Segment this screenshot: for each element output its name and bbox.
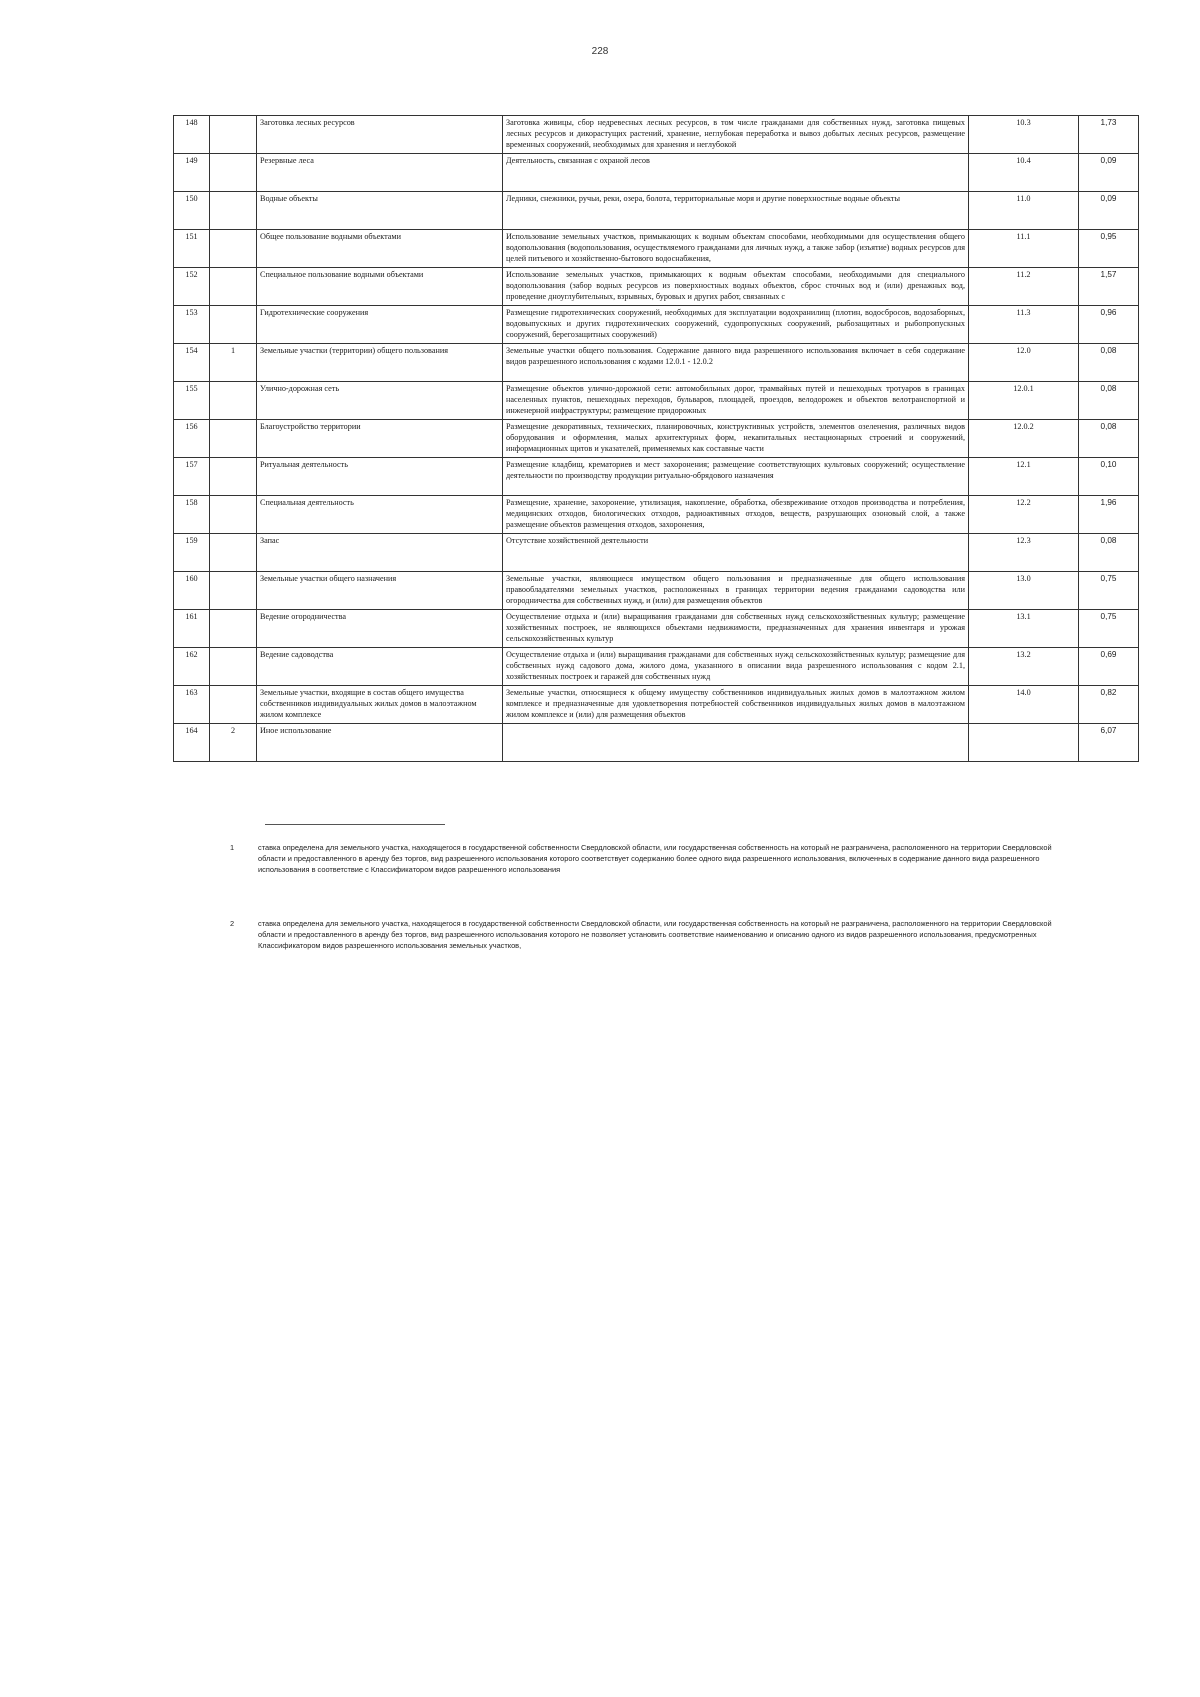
row-number-cell: 150 <box>174 192 210 230</box>
description-text: Размещение гидротехнических сооружений, необходимых для эксплуатации водохранилищ (плотин, водосбросов, водозаборных, водовыпускных и других гидротехнических сооружений, судопропускных сооружений, рыбозащитных и рыбопропускных сооружений, берегозащитных сооружений) <box>506 308 965 339</box>
description-text: Деятельность, связанная с охраной лесов <box>506 156 650 165</box>
row-number-cell: 154 <box>174 344 210 382</box>
footnote-ref-cell <box>210 572 257 610</box>
use-code-cell: 12.0.1 <box>969 382 1079 420</box>
description-text: Ледники, снежники, ручьи, реки, озера, болота, территориальные моря и другие поверхностные водные объекты <box>506 194 900 203</box>
table-row <box>174 116 1139 154</box>
row-number-cell: 163 <box>174 686 210 724</box>
use-description-cell <box>503 724 969 762</box>
row-number-cell: 153 <box>174 306 210 344</box>
use-name-cell: Заготовка лесных ресурсов <box>257 116 503 154</box>
use-name-cell: Земельные участки общего назначения <box>257 572 503 610</box>
rate-cell: 6,07 <box>1079 724 1139 762</box>
row-number-cell: 164 <box>174 724 210 762</box>
table-row <box>174 686 1139 724</box>
use-name-cell: Иное использование <box>257 724 503 762</box>
table-row <box>174 344 1139 382</box>
table-row <box>174 192 1139 230</box>
use-code-cell: 13.1 <box>969 610 1079 648</box>
table-row <box>174 382 1139 420</box>
page-number: 228 <box>591 46 609 57</box>
use-name-cell: Общее пользование водными объектами <box>257 230 503 268</box>
rate-cell: 1,73 <box>1079 116 1139 154</box>
table-row <box>174 268 1139 306</box>
rate-cell: 0,95 <box>1079 230 1139 268</box>
use-description-cell <box>503 192 969 230</box>
row-number-cell: 159 <box>174 534 210 572</box>
use-name-cell: Благоустройство территории <box>257 420 503 458</box>
use-description-cell <box>503 268 969 306</box>
use-name-cell: Улично-дорожная сеть <box>257 382 503 420</box>
row-number-cell: 162 <box>174 648 210 686</box>
use-description-cell <box>503 534 969 572</box>
use-description-cell <box>503 572 969 610</box>
rate-cell: 0,08 <box>1079 344 1139 382</box>
use-code-cell: 12.2 <box>969 496 1079 534</box>
use-description-cell <box>503 686 969 724</box>
row-number-cell: 157 <box>174 458 210 496</box>
use-description-cell <box>503 496 969 534</box>
rate-cell: 0,08 <box>1079 382 1139 420</box>
use-name-cell: Водные объекты <box>257 192 503 230</box>
footnote-ref-cell <box>210 268 257 306</box>
table-row <box>174 534 1139 572</box>
footnote-mark: 1 <box>230 843 235 852</box>
table-row <box>174 420 1139 458</box>
table-body <box>174 116 1139 762</box>
row-number-cell: 156 <box>174 420 210 458</box>
description-text: Заготовка живицы, сбор недревесных лесных ресурсов, в том числе гражданами для собственных нужд, заготовка пищевых лесных ресурсов и дикорастущих растений, хранение, неглубокая переработка и вывоз добытых лесных ресурсов, размещение временных сооружений, необходимых для хранения и неглубокой <box>506 118 965 149</box>
table-row <box>174 572 1139 610</box>
use-name-cell: Ведение садоводства <box>257 648 503 686</box>
use-code-cell <box>969 724 1079 762</box>
use-description-cell <box>503 116 969 154</box>
footnote-ref-cell <box>210 458 257 496</box>
use-name-cell: Специальное пользование водными объектами <box>257 268 503 306</box>
table-row <box>174 230 1139 268</box>
rate-cell: 0,69 <box>1079 648 1139 686</box>
footnote-ref-cell <box>210 306 257 344</box>
table-row <box>174 458 1139 496</box>
footnote-ref-cell: 1 <box>210 344 257 382</box>
use-description-cell <box>503 382 969 420</box>
use-description-cell <box>503 344 969 382</box>
rate-cell: 0,08 <box>1079 534 1139 572</box>
land-use-rates-table <box>173 115 1139 762</box>
use-description-cell <box>503 154 969 192</box>
use-description-cell <box>503 230 969 268</box>
footnote-ref-cell <box>210 230 257 268</box>
use-code-cell: 14.0 <box>969 686 1079 724</box>
table-row <box>174 648 1139 686</box>
footnote-ref-cell: 2 <box>210 724 257 762</box>
use-name-cell: Ритуальная деятельность <box>257 458 503 496</box>
description-text: Использование земельных участков, примыкающих к водным объектам способами, необходимыми для осуществления общего водопользования (водопользования, осуществляемого гражданами для личных нужд, а также забор (изъятие) водных ресурсов для целей питьевого и хозяйственно-бытового водоснабжения, <box>506 232 965 263</box>
footnote-ref-cell <box>210 154 257 192</box>
footnote-ref-cell <box>210 534 257 572</box>
use-name-cell: Специальная деятельность <box>257 496 503 534</box>
footnote-text: ставка определена для земельного участка, находящегося в государственной собственности Свердловской области, или государственная собственность на который не разграничена, расположенного на территории Свердловской области и предоставленного в аренду без торгов, вид разрешенного использования которого соответствует содержанию более одного вида разрешенного использования, включенных в содержание данного вида разрешенного использования в соответствие с Классификатором видов разрешенного использования <box>258 843 1052 874</box>
rate-cell: 0,10 <box>1079 458 1139 496</box>
footnote-ref-cell <box>210 496 257 534</box>
use-code-cell: 11.2 <box>969 268 1079 306</box>
footnote-ref-cell <box>210 192 257 230</box>
use-code-cell: 13.2 <box>969 648 1079 686</box>
row-number-cell: 149 <box>174 154 210 192</box>
row-number-cell: 151 <box>174 230 210 268</box>
row-number-cell: 148 <box>174 116 210 154</box>
description-text: Земельные участки, являющиеся имуществом общего пользования и предназначенные для общего использования правообладателями земельных участков, расположенных в границах территории ведения гражданами садоводства или огородничества для собственных нужд, и (или) для размещения объектов <box>506 574 965 605</box>
table-row <box>174 154 1139 192</box>
description-text: Размещение кладбищ, крематориев и мест захоронения; размещение соответствующих культовых сооружений; осуществление деятельности по производству продукции ритуально-обрядового назначения <box>506 460 965 480</box>
table-row <box>174 496 1139 534</box>
use-code-cell: 13.0 <box>969 572 1079 610</box>
use-description-cell <box>503 458 969 496</box>
description-text: Осуществление отдыха и (или) выращивания гражданами для собственных нужд сельскохозяйственных культур; размещение хозяйственных построек, не являющихся объектами недвижимости, предназначенных для хранения инвентаря и урожая сельскохозяйственных культур <box>506 612 965 643</box>
use-code-cell: 12.0.2 <box>969 420 1079 458</box>
footnote-ref-cell <box>210 610 257 648</box>
table-row <box>174 724 1139 762</box>
footnote-ref-cell <box>210 116 257 154</box>
rate-cell: 1,57 <box>1079 268 1139 306</box>
description-text: Использование земельных участков, примыкающих к водным объектам способами, необходимыми для специального водопользования (забор водных ресурсов из поверхностных водных объектов, сброс сточных вод и (или) дренажных вод, проведение дноуглубительных, взрывных, буровых и других работ, связанных с <box>506 270 965 301</box>
footnote-ref-cell <box>210 420 257 458</box>
use-code-cell: 12.1 <box>969 458 1079 496</box>
rate-cell: 1,96 <box>1079 496 1139 534</box>
footnote-separator <box>265 824 445 825</box>
use-name-cell: Земельные участки, входящие в состав общего имущества собственников индивидуальных жилых домов в малоэтажном жилом комплексе <box>257 686 503 724</box>
use-description-cell <box>503 420 969 458</box>
use-code-cell: 10.3 <box>969 116 1079 154</box>
use-description-cell <box>503 610 969 648</box>
row-number-cell: 158 <box>174 496 210 534</box>
use-name-cell: Резервные леса <box>257 154 503 192</box>
table-row <box>174 306 1139 344</box>
use-code-cell: 11.0 <box>969 192 1079 230</box>
use-description-cell <box>503 648 969 686</box>
row-number-cell: 152 <box>174 268 210 306</box>
description-text: Земельные участки, относящиеся к общему имуществу собственников индивидуальных жилых домов в малоэтажном жилом комплексе и предназначенные для удовлетворения потребностей собственников индивидуальных жилых домов в малоэтажном жилом комплексе и (или) для размещения объектов <box>506 688 965 719</box>
footnote-ref-cell <box>210 648 257 686</box>
description-text: Осуществление отдыха и (или) выращивания гражданами для собственных нужд сельскохозяйственных культур; размещение для собственных нужд садового дома, жилого дома, указанного в описании вида разрешенного использования с кодом 2.1, хозяйственных построек и гаражей для собственных нужд <box>506 650 965 681</box>
use-code-cell: 11.3 <box>969 306 1079 344</box>
footnote-ref-cell <box>210 382 257 420</box>
footnote-mark: 2 <box>230 919 235 928</box>
rate-cell: 0,08 <box>1079 420 1139 458</box>
use-code-cell: 12.0 <box>969 344 1079 382</box>
description-text: Земельные участки общего пользования. Содержание данного вида разрешенного использования включает в себя содержание видов разрешенного использования с кодами 12.0.1 - 12.0.2 <box>506 346 965 366</box>
rate-cell: 0,96 <box>1079 306 1139 344</box>
use-name-cell: Ведение огородничества <box>257 610 503 648</box>
use-name-cell: Гидротехнические сооружения <box>257 306 503 344</box>
rate-cell: 0,09 <box>1079 192 1139 230</box>
row-number-cell: 160 <box>174 572 210 610</box>
use-name-cell: Земельные участки (территории) общего пользования <box>257 344 503 382</box>
row-number-cell: 155 <box>174 382 210 420</box>
use-code-cell: 11.1 <box>969 230 1079 268</box>
rate-cell: 0,82 <box>1079 686 1139 724</box>
rate-cell: 0,75 <box>1079 572 1139 610</box>
rate-cell: 0,09 <box>1079 154 1139 192</box>
description-text: Отсутствие хозяйственной деятельности <box>506 536 649 545</box>
use-name-cell: Запас <box>257 534 503 572</box>
description-text: Размещение, хранение, захоронение, утилизация, накопление, обработка, обезвреживание отходов производства и потребления, медицинских отходов, биологических отходов, радиоактивных отходов, веществ, разрушающих озоновый слой, а также размещение объектов размещения отходов, захоронения, <box>506 498 965 529</box>
row-number-cell: 161 <box>174 610 210 648</box>
use-code-cell: 12.3 <box>969 534 1079 572</box>
table-row <box>174 610 1139 648</box>
rate-cell: 0,75 <box>1079 610 1139 648</box>
use-code-cell: 10.4 <box>969 154 1079 192</box>
description-text: Размещение декоративных, технических, планировочных, конструктивных устройств, элементов озеленения, различных видов оборудования и оформления, малых архитектурных форм, некапитальных нестационарных строений и сооружений, информационных щитов и указателей, применяемых как составные части <box>506 422 965 453</box>
description-text: Размещение объектов улично-дорожной сети: автомобильных дорог, трамвайных путей и пешеходных тротуаров в границах населенных пунктов, пешеходных переходов, бульваров, площадей, проездов, велодорожек и объектов велотранспортной и инженерной инфраструктуры; размещение придорожных <box>506 384 965 415</box>
use-description-cell <box>503 306 969 344</box>
footnote-ref-cell <box>210 686 257 724</box>
footnote-text: ставка определена для земельного участка, находящегося в государственной собственности Свердловской области, или государственная собственность на который не разграничена, расположенного на территории Свердловской области и предоставленного в аренду без торгов, вид разрешенного использования которого не позволяет установить соответствие наименованию и описанию одного из видов разрешенного использования, предусмотренных Классификатором видов разрешенного использования земельных участков, <box>258 919 1052 950</box>
